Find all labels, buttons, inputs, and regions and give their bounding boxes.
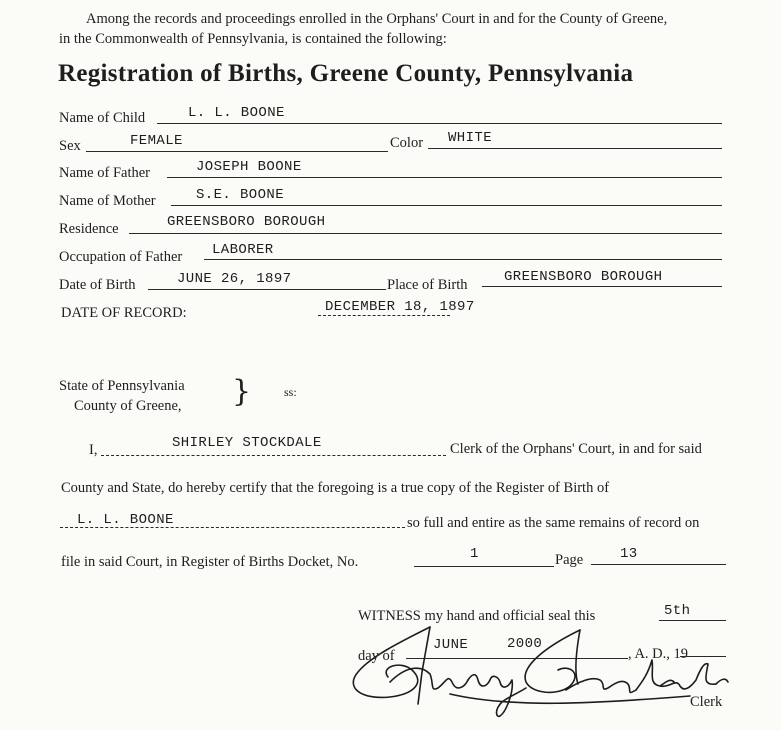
- clerk-name-value: SHIRLEY STOCKDALE: [172, 435, 322, 451]
- witness-month-value: JUNE: [433, 637, 469, 653]
- residence-label: Residence: [59, 221, 119, 237]
- residence-value: GREENSBORO BOROUGH: [167, 214, 326, 230]
- intro-line-2: in the Commonwealth of Pennsylvania, is contained the following:: [59, 31, 447, 47]
- sex-line: [86, 151, 388, 152]
- witness-text: WITNESS my hand and official seal this: [358, 608, 596, 624]
- document-title: Registration of Births, Greene County, Pennsylvania: [58, 60, 634, 87]
- occupation-line: [204, 259, 722, 260]
- child-name-value: L. L. BOONE: [188, 105, 285, 121]
- intro-line-1: Among the records and proceedings enrolled in the Orphans' Court in and for the County of Greene,: [86, 11, 668, 27]
- dob-value: JUNE 26, 1897: [177, 271, 292, 287]
- venue-ss: ss:: [284, 385, 297, 399]
- venue-county: County of Greene,: [74, 398, 182, 414]
- clerk-signature: [330, 612, 730, 722]
- clerk-name-line: [101, 455, 446, 456]
- certify-line-3: so full and entire as the same remains of record on: [407, 515, 700, 531]
- occupation-value: LABORER: [212, 242, 274, 258]
- record-date-line: [318, 315, 450, 316]
- day-of-label: day of: [358, 648, 395, 664]
- record-date-value: DECEMBER 18, 1897: [325, 299, 475, 315]
- occupation-label: Occupation of Father: [59, 249, 183, 265]
- dob-label: Date of Birth: [59, 277, 136, 293]
- certify-line-2: County and State, do hereby certify that the foregoing is a true copy of the Register of Birth of: [61, 480, 610, 496]
- anno-domini-label: , A. D., 19: [628, 646, 689, 662]
- sex-label: Sex: [59, 138, 81, 154]
- color-label: Color: [390, 135, 424, 151]
- record-date-label: DATE OF RECORD:: [61, 305, 187, 321]
- child-name-line: [157, 123, 722, 124]
- page-number-value: 13: [620, 546, 638, 562]
- venue-state: State of Pennsylvania: [59, 378, 185, 394]
- docket-number-line: [414, 566, 554, 567]
- certify-line-4: file in said Court, in Register of Births Docket, No.: [61, 554, 359, 570]
- witness-day-value: 5th: [664, 603, 691, 619]
- color-line: [428, 148, 722, 149]
- father-name-label: Name of Father: [59, 165, 150, 181]
- docket-number-value: 1: [470, 546, 479, 562]
- pob-line: [482, 286, 722, 287]
- dob-line: [148, 289, 386, 290]
- witness-year-value: 2000: [507, 636, 543, 652]
- mother-name-value: S.E. BOONE: [196, 187, 285, 203]
- color-value: WHITE: [448, 130, 493, 146]
- pob-label: Place of Birth: [387, 277, 468, 293]
- certify-i: I,: [89, 442, 98, 458]
- father-name-line: [167, 177, 722, 178]
- page-label: Page: [555, 552, 584, 568]
- subject-value: L. L. BOONE: [77, 512, 174, 528]
- mother-name-line: [171, 205, 722, 206]
- clerk-label: Clerk: [690, 694, 723, 710]
- mother-name-label: Name of Mother: [59, 193, 156, 209]
- page-number-line: [591, 564, 726, 565]
- sex-value: FEMALE: [130, 133, 183, 149]
- pob-value: GREENSBORO BOROUGH: [504, 269, 663, 285]
- residence-line: [129, 233, 722, 234]
- clerk-title-text: Clerk of the Orphans' Court, in and for said: [450, 441, 702, 457]
- child-name-label: Name of Child: [59, 110, 146, 126]
- venue-brace: }: [232, 374, 252, 409]
- father-name-value: JOSEPH BOONE: [196, 159, 302, 175]
